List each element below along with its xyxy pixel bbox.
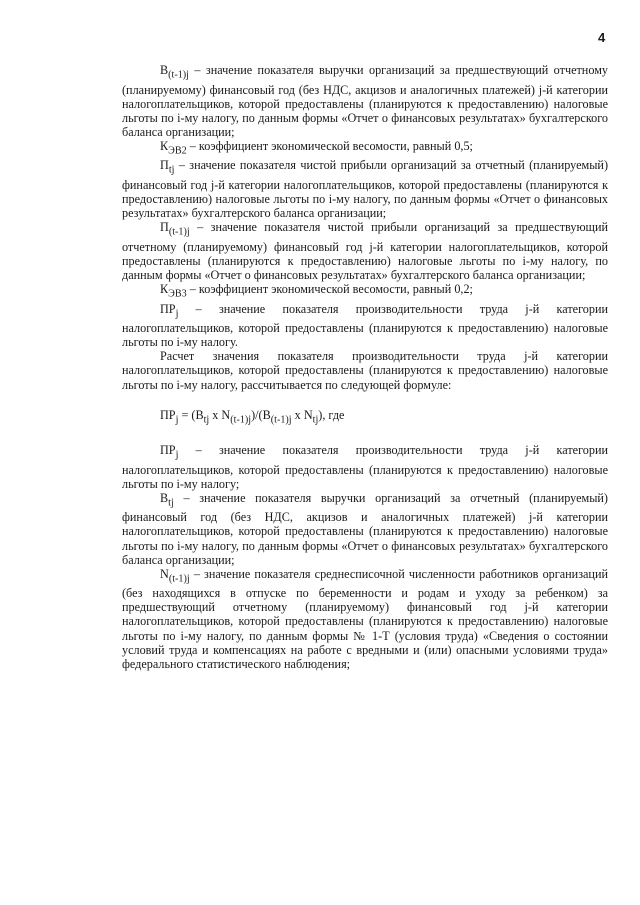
subscript: (t-1)j <box>168 226 190 238</box>
subscript: j <box>175 449 179 461</box>
definition-text: – значение показателя среднесписочной численности работников организаций (без находящихся в отпуске по беременности и родам и уходу за ребенком) за предшествующий отчетному (планируемому) финансовый год j-й категории налогоплательщиков, которой предоставлены (планируются к предоставлению) налоговые льготы по i-му налогу, по данным формы № 1-Т (условия труда) «Сведения о состоянии условий труда и компенсациях на работе с вредными и (или) опасными условиями труда» федерального статистического наблюдения; <box>122 566 608 671</box>
definition-profit-prev <box>122 220 608 282</box>
symbol: П <box>160 158 169 173</box>
definition-headcount-prev <box>122 567 608 671</box>
formula-mid: )/(В <box>251 407 271 422</box>
paragraph-text: Расчет значения показателя производительности труда j-й категории налогоплательщиков, которой предоставлены (планируются к предоставлению) налоговые льготы по i-му налогу, рассчитывается по следующей формуле: <box>122 349 608 392</box>
definition-text: – значение показателя производительности труда j-й категории налогоплательщиков, которой предоставлены (планируются к предоставлению) налоговые льготы по i-му налогу. <box>122 301 608 350</box>
formula-b-sub: tj <box>203 414 210 426</box>
definition-productivity-2 <box>122 443 608 491</box>
symbol: В <box>160 63 169 77</box>
definition-text: – значение показателя выручки организаций за отчетный (планируемый) финансовый год (без НДС, акцизов и аналогичных платежей) j-й категории налогоплательщиков, которой предоставлены (планируются к предоставлению) налоговые льготы по i-му налогу, по данным формы «Отчет о финансовых результатах» бухгалтерского баланса организации; <box>122 490 608 567</box>
formula-n-sub: (t-1)j <box>230 414 252 426</box>
definition-coefficient-2 <box>122 139 608 159</box>
definition-revenue-prev <box>122 63 608 139</box>
definition-coefficient-3 <box>122 282 608 302</box>
symbol: N <box>160 566 169 581</box>
symbol: К <box>160 282 169 297</box>
formula-eq: = (В <box>178 407 204 422</box>
subscript: ЭВ3 <box>168 288 187 300</box>
subscript: ЭВ2 <box>168 145 187 157</box>
productivity-formula <box>122 408 608 428</box>
subscript: tj <box>168 497 174 509</box>
page-number: 4 <box>598 30 606 45</box>
document-body <box>122 63 608 671</box>
formula-tail: ), где <box>318 407 345 422</box>
definition-text: – коэффициент экономической весомости, равный 0,5; <box>186 138 473 153</box>
definition-productivity <box>122 302 608 350</box>
formula-times-2: x N <box>291 407 313 422</box>
definition-text: – значение показателя производительности труда j-й категории налогоплательщиков, которой предоставлены (планируются к предоставлению) налоговые льготы по i-му налогу; <box>122 443 608 491</box>
formula-lhs: ПР <box>160 407 176 422</box>
definition-text: – значение показателя выручки организаций за предшествующий отчетному (планируемому) финансовый год (без НДС, акцизов и аналогичных платежей) j-й категории налогоплательщиков, которой предоставлены (планируются к предоставлению) налоговые льготы по i-му налогу, по данным формы «Отчет о финансовых результатах» бухгалтерского баланса организации; <box>122 63 608 139</box>
definition-revenue-current <box>122 491 608 567</box>
definition-text: – коэффициент экономической весомости, равный 0,2; <box>186 282 473 297</box>
definition-profit-current <box>122 158 608 220</box>
formula-lhs-sub: j <box>175 414 179 426</box>
formula-b2-sub: (t-1)j <box>270 414 292 426</box>
symbol: П <box>160 220 169 235</box>
subscript: j <box>175 308 179 320</box>
subscript: (t-1)j <box>168 573 190 585</box>
definition-text: – значение показателя чистой прибыли организаций за предшествующий отчетному (планируемому) финансовый год j-й категории налогоплательщиков, которой предоставлены (планируются к предоставлению) налоговые льготы по i-му налогу, по данным формы «Отчет о финансовых результатах» бухгалтерского баланса организации; <box>122 220 608 282</box>
symbol: К <box>160 138 169 153</box>
formula-n2-sub: tj <box>312 414 319 426</box>
symbol: ПР <box>160 443 176 458</box>
subscript: tj <box>168 164 175 176</box>
subscript: (t-1)j <box>168 69 190 81</box>
definition-text: – значение показателя чистой прибыли организаций за отчетный (планируемый) финансовый год j-й категории налогоплательщиков, которой предоставлены (планируются к предоставлению) налоговые льготы по i-му налогу, по данным формы «Отчет о финансовых результатах» бухгалтерского баланса организации; <box>122 158 608 221</box>
formula-times-1: x N <box>209 407 231 422</box>
symbol: В <box>160 490 169 505</box>
calculation-intro <box>122 349 608 391</box>
symbol: ПР <box>160 301 176 316</box>
